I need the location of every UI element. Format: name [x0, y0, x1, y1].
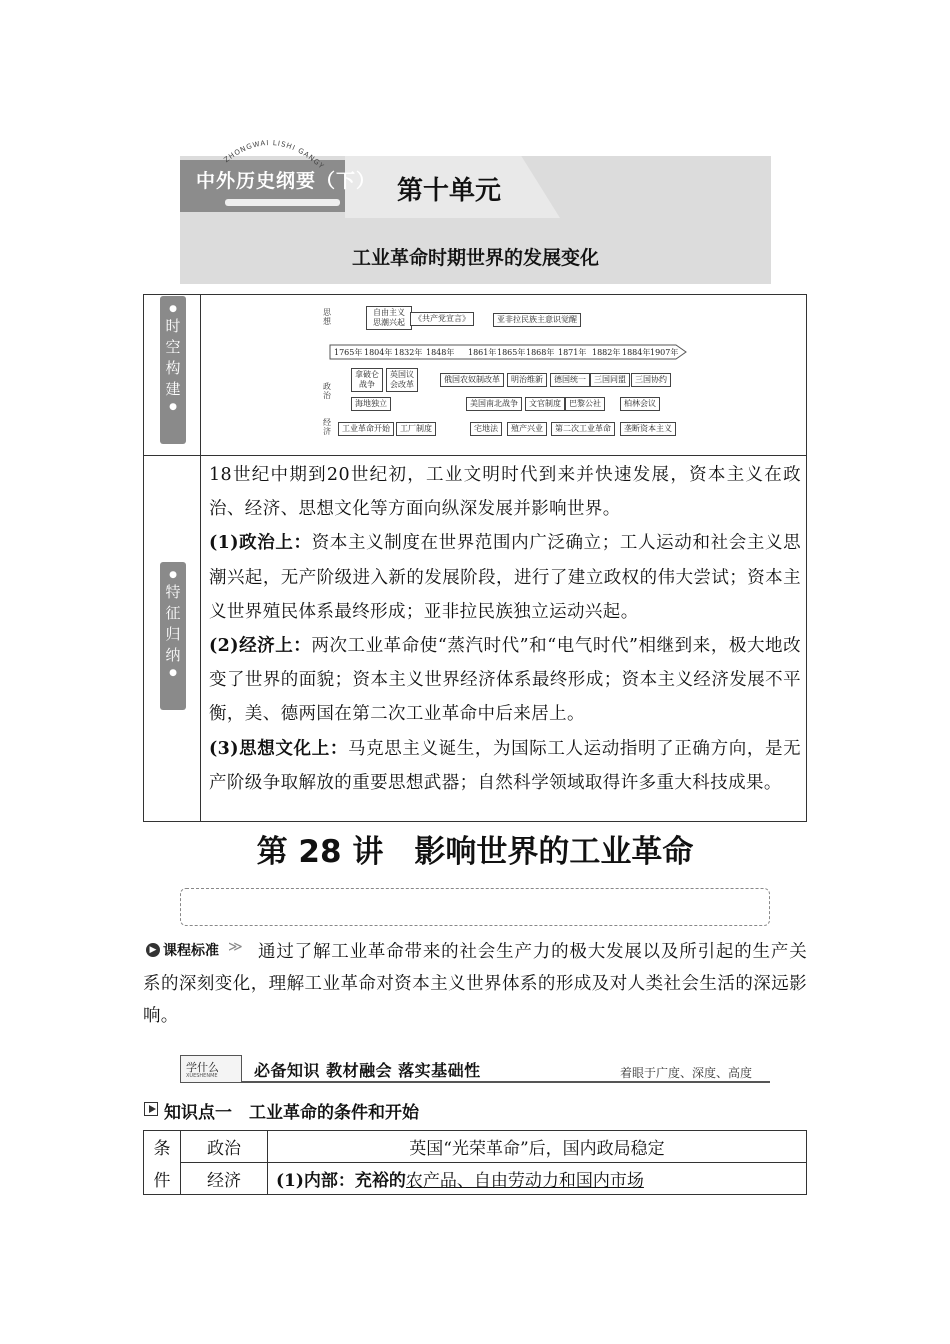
timeline-box: 美国南北战争 [466, 397, 522, 411]
arrow-circle-icon: ▶ [146, 943, 160, 957]
tab-spacetime-construction: ● 时 空 构 建 ● [160, 296, 186, 444]
timeline-year: 1884年 [622, 348, 651, 357]
table-cell: 英国“光荣革命”后，国内政局稳定 [268, 1131, 807, 1163]
course-standard-text: 通过了解工业革命带来的社会生产力的极大发展以及所引起的生产关系的深刻变化，理解工业革命对资本主义世界体系的形成及对人类社会生活的深远影响。 [143, 942, 807, 1026]
timeline-year: 1907年 [650, 348, 679, 357]
row-label-economy: 经济 [323, 418, 331, 436]
timeline-box: 德国统一 [550, 373, 590, 387]
timeline-year: 1848年 [426, 348, 455, 357]
section-underline [242, 1081, 770, 1083]
table-cell: 条 [144, 1131, 181, 1163]
bullet-icon: ● [169, 570, 177, 580]
timeline-box: 垄断资本主义 [620, 422, 676, 436]
timeline-box: 文官制度 [525, 397, 565, 411]
bullet-icon: ● [169, 402, 177, 412]
timeline-year: 1882年 [592, 348, 621, 357]
timeline-year: 1765年 [334, 348, 363, 357]
section-title: 必备知识 教材融会 落实基础性 [254, 1061, 481, 1080]
section-logo-text: 学什么 [186, 1061, 219, 1074]
table-row [144, 1163, 807, 1195]
bullet-icon: ● [169, 668, 177, 678]
unit-subtitle: 工业革命时期世界的发展变化 [351, 247, 599, 269]
table-cell: (1)内部：充裕的农产品、自由劳动力和国内市场 [268, 1163, 807, 1195]
timeline-box: 《共产党宣言》 [410, 312, 474, 326]
timeline-year: 1871年 [558, 348, 587, 357]
timeline-year: 1868年 [526, 348, 555, 357]
bullet-icon: ● [169, 304, 177, 314]
feature-economy: (2)经济上：两次工业革命使“蒸汽时代”和“电气时代”相继到来，极大地改变了世界的面貌；资本主义世界经济体系最终形成；资本主义经济发展不平衡，美、德两国在第二次工业革命中后来居上。 [209, 636, 801, 725]
table-cell: 件 [144, 1163, 181, 1195]
timeline-box: 工业革命开始 [338, 422, 394, 436]
timeline-box: 工厂制度 [396, 422, 436, 436]
row-label-thought: 思想 [323, 308, 331, 326]
timeline-year: 1804年 [364, 348, 393, 357]
table-column-divider [200, 294, 201, 822]
banner-series-title: 中外历史纲要（下） [196, 170, 377, 192]
timeline-box: 宅地法 [470, 422, 502, 436]
table-row [144, 1131, 807, 1163]
timeline-year: 1861年 [468, 348, 497, 357]
table-cell: 经济 [181, 1163, 268, 1195]
timeline-box: 自由主义思潮兴起 [366, 306, 412, 330]
feature-politics: (1)政治上：资本主义制度在世界范围内广泛确立；工人运动和社会主义思潮兴起，无产阶级进入新的发展阶段，进行了建立政权的伟大尝试；资本主义世界殖民体系最终形成；亚非拉民族独立运动兴起。 [209, 533, 801, 622]
lesson-title: 第 28 讲 影响世界的工业革命 [256, 834, 694, 870]
timeline-year: 1832年 [394, 348, 423, 357]
table-row-divider [143, 455, 807, 456]
play-triangle-icon [149, 1105, 156, 1113]
conditions-table [143, 1130, 807, 1195]
banner-pinyin [215, 130, 325, 170]
timeline-box: 英国议会改革 [386, 368, 418, 392]
tab-feature-summary: ● 特 征 归 纳 ● [160, 562, 186, 710]
feature-intro: 18世纪中期到20世纪初，工业文明时代到来并快速发展，资本主义在政治、经济、思想文化等方面向纵深发展并影响世界。 [209, 465, 801, 520]
timeline-box: 明治维新 [507, 373, 547, 387]
timeline-box: 三国协约 [631, 373, 671, 387]
timeline-box: 拿破仑战争 [351, 368, 383, 392]
row-label-politics: 政治 [323, 382, 331, 400]
timeline-year: 1865年 [497, 348, 526, 357]
dashed-placeholder-box [180, 888, 770, 926]
unit-title: 第十单元 [397, 176, 502, 206]
timeline-box: 巴黎公社 [565, 397, 605, 411]
table-cell: 政治 [181, 1131, 268, 1163]
double-chevron-icon: ≫ [228, 939, 243, 955]
feature-summary-text [209, 458, 801, 800]
knowledge-point-title: 知识点一 工业革命的条件和开始 [164, 1103, 419, 1123]
timeline-box: 殖产兴业 [507, 422, 547, 436]
timeline-diagram [318, 300, 688, 445]
section-logo-pinyin: XUESHENME [186, 1073, 218, 1079]
timeline-box: 亚非拉民族主意识觉醒 [493, 313, 581, 327]
timeline-box: 三国同盟 [590, 373, 630, 387]
section-note: 着眼于广度、深度、高度 [620, 1066, 753, 1080]
timeline-box: 柏林会议 [620, 397, 660, 411]
timeline-box: 第二次工业革命 [551, 422, 615, 436]
timeline-box: 俄国农奴制改革 [440, 373, 504, 387]
feature-culture: (3)思想文化上：马克思主义诞生，为国际工人运动指明了正确方向，是无产阶级争取解放的重要思想武器；自然科学领域取得许多重大科技成果。 [209, 738, 801, 793]
svg-text:ZHONGWAI LISHI GANGYAO: ZHONGWAI LISHI GANGY [222, 138, 325, 170]
timeline-box: 海地独立 [351, 397, 391, 411]
course-standard-label: 课程标准 [163, 943, 219, 959]
banner-decorative-bar [225, 199, 340, 206]
